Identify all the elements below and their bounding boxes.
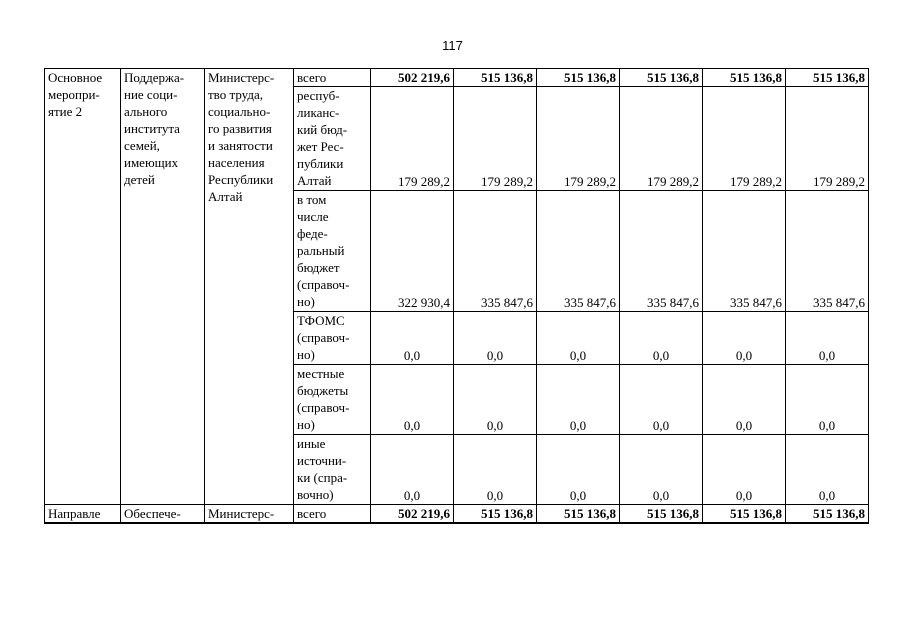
value-cell: 335 847,6: [454, 191, 537, 312]
funding-source-cell: в том числе феде- ральный бюджет (справоч- но): [294, 191, 371, 312]
value-cell: 0,0: [454, 435, 537, 505]
value-cell: 322 930,4: [371, 191, 454, 312]
funding-source-cell: иные источни- ки (спра- вочно): [294, 435, 371, 505]
value-cell: 335 847,6: [786, 191, 869, 312]
measure-name-cell: Направле: [45, 505, 121, 524]
funding-source-cell: ТФОМС (справоч- но): [294, 312, 371, 365]
value-cell: 515 136,8: [703, 505, 786, 524]
value-cell: 0,0: [371, 435, 454, 505]
value-cell: 515 136,8: [454, 505, 537, 524]
value-cell: 515 136,8: [454, 69, 537, 87]
value-cell: 0,0: [786, 435, 869, 505]
funding-source-cell: местные бюджеты (справоч- но): [294, 365, 371, 435]
funding-source-cell: респуб- ликанс- кий бюд- жет Рес- публики Алтай: [294, 87, 371, 191]
value-cell: 179 289,2: [454, 87, 537, 191]
value-cell: 0,0: [703, 435, 786, 505]
value-cell: 0,0: [620, 312, 703, 365]
value-cell: 0,0: [371, 365, 454, 435]
value-cell: 0,0: [620, 435, 703, 505]
value-cell: 179 289,2: [703, 87, 786, 191]
value-cell: 0,0: [786, 312, 869, 365]
funding-source-cell: всего: [294, 505, 371, 524]
value-cell: 0,0: [537, 365, 620, 435]
funding-source-cell: всего: [294, 69, 371, 87]
value-cell: 0,0: [703, 312, 786, 365]
value-cell: 515 136,8: [620, 505, 703, 524]
table-row: [45, 505, 869, 524]
value-cell: 515 136,8: [786, 69, 869, 87]
value-cell: 502 219,6: [371, 505, 454, 524]
value-cell: 0,0: [454, 365, 537, 435]
budget-table: [44, 68, 869, 524]
value-cell: 515 136,8: [786, 505, 869, 524]
value-cell: 0,0: [703, 365, 786, 435]
value-cell: 179 289,2: [371, 87, 454, 191]
value-cell: 0,0: [454, 312, 537, 365]
value-cell: 502 219,6: [371, 69, 454, 87]
value-cell: 515 136,8: [537, 69, 620, 87]
page-number: 117: [442, 38, 463, 53]
value-cell: 515 136,8: [703, 69, 786, 87]
value-cell: 335 847,6: [537, 191, 620, 312]
executor-cell: Министерс-: [205, 505, 294, 524]
value-cell: 0,0: [620, 365, 703, 435]
value-cell: 179 289,2: [620, 87, 703, 191]
value-cell: 515 136,8: [537, 505, 620, 524]
measure-name-cell: Основное меропри- ятие 2: [45, 69, 121, 505]
value-cell: 0,0: [537, 435, 620, 505]
value-cell: 179 289,2: [786, 87, 869, 191]
value-cell: 335 847,6: [620, 191, 703, 312]
measure-goal-cell: Поддержа- ние соци- ального института семей, имеющих детей: [121, 69, 205, 505]
value-cell: 335 847,6: [703, 191, 786, 312]
value-cell: 0,0: [786, 365, 869, 435]
executor-cell: Министерс- тво труда, социально- го развития и занятости населения Республики Алтай: [205, 69, 294, 505]
value-cell: 0,0: [537, 312, 620, 365]
value-cell: 515 136,8: [620, 69, 703, 87]
table-row: [45, 69, 869, 87]
value-cell: 0,0: [371, 312, 454, 365]
measure-goal-cell: Обеспече-: [121, 505, 205, 524]
value-cell: 179 289,2: [537, 87, 620, 191]
